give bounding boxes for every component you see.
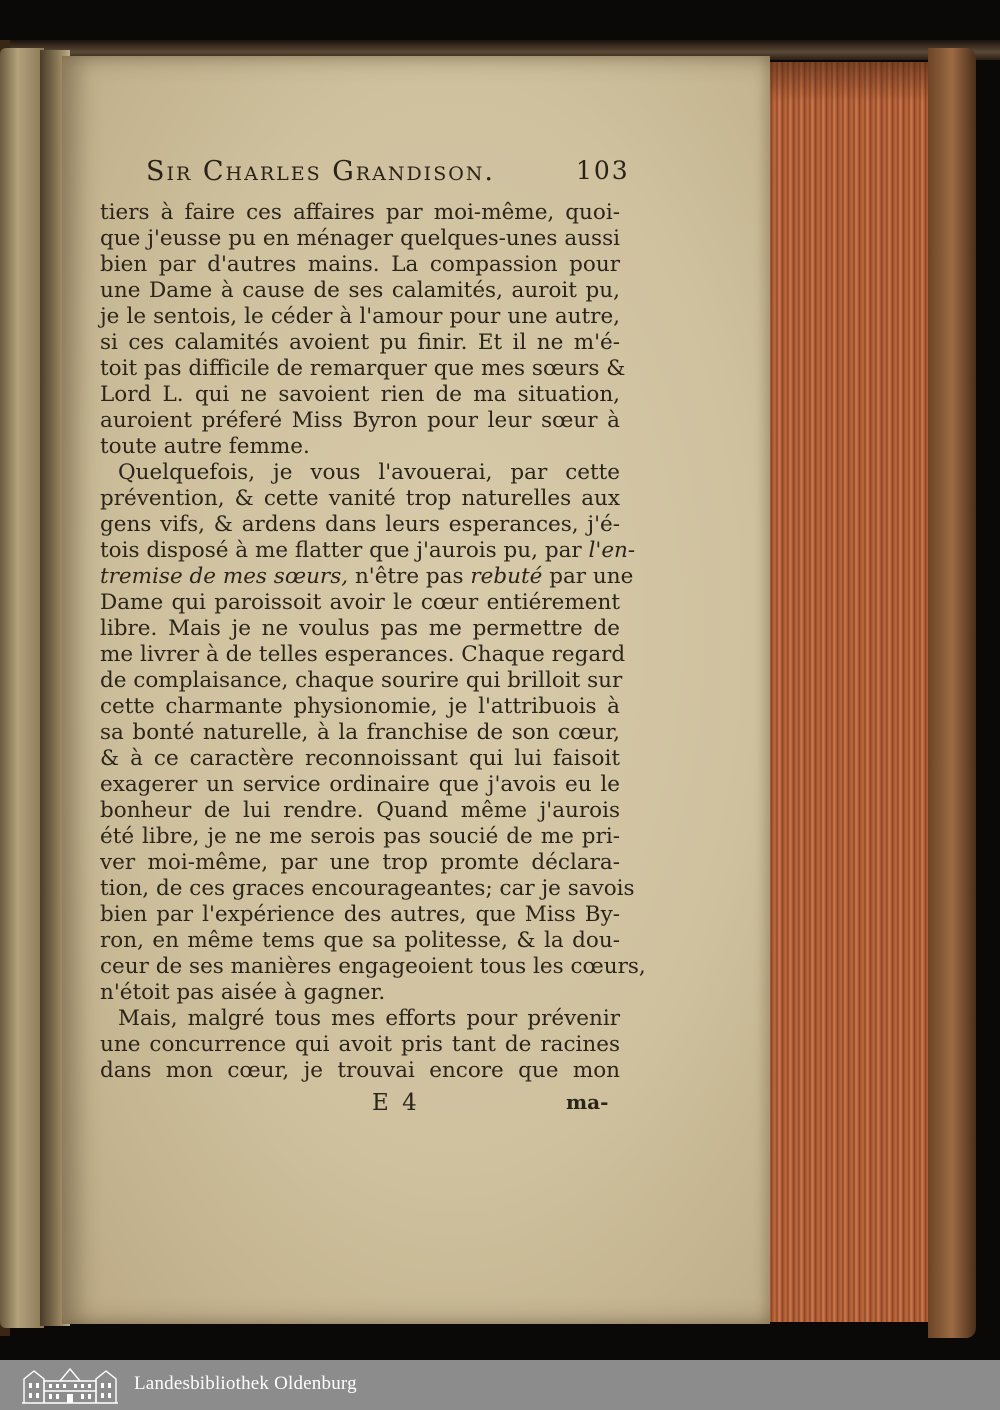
text-segment: n'être pas: [354, 564, 464, 589]
signature-mark: E 4: [372, 1090, 420, 1116]
text-line: de complaisance, chaque sourire qui brilloit sur: [100, 668, 623, 693]
text-line: gens vifs, & ardens dans leurs esperances, j'é-: [100, 512, 620, 537]
italic-entremise: tremise de mes sœurs,: [100, 564, 349, 589]
text-line: je le sentois, le céder à l'amour pour une autre,: [100, 304, 620, 329]
text-line: prévention, & cette vanité trop naturelles aux: [100, 486, 620, 511]
library-footer: [0, 1360, 1000, 1410]
text-line: tion, de ces graces encourageantes; car je savois: [100, 876, 635, 901]
library-building-icon: [20, 1363, 120, 1405]
running-title: Sir Charles Grandison.: [146, 156, 495, 187]
text-line: libre. Mais je ne voulus pas me permettre de: [100, 616, 620, 641]
text-line: & à ce caractère reconnoissant qui lui faisoit: [100, 746, 620, 771]
text-line: bonheur de lui rendre. Quand même j'aurois: [100, 798, 620, 823]
text-line: toit pas difficile de remarquer que mes sœurs &: [100, 356, 626, 381]
facing-page-edge: [0, 48, 44, 1328]
text-line: été libre, je ne me serois pas soucié de me pri-: [100, 824, 620, 849]
text-line: n'étoit pas aisée à gagner.: [100, 980, 386, 1005]
text-line: Quelquefois, je vous l'avouerai, par cette: [118, 460, 620, 485]
text-line: sa bonté naturelle, à la franchise de son cœur,: [100, 720, 620, 745]
text-line: bien par l'expérience des autres, que Miss By-: [100, 902, 620, 927]
text-line: bien par d'autres mains. La compassion pour: [100, 252, 620, 277]
text-line: une concurrence qui avoit pris tant de racines: [100, 1032, 620, 1057]
page-number: 103: [576, 156, 630, 185]
right-cover-edge: [928, 48, 976, 1338]
text-line: ceur de ses manières engageoient tous les cœurs,: [100, 954, 646, 979]
text-line: que j'eusse pu en ménager quelques-unes aussi: [100, 226, 620, 251]
text-line: [100, 538, 636, 564]
text-line: Mais, malgré tous mes efforts pour prévenir: [118, 1006, 620, 1031]
text-line: [100, 564, 634, 590]
text-line: ver moi-même, par une trop promte déclara-: [100, 850, 620, 875]
text-segment: par une: [549, 564, 634, 589]
text-line: dans mon cœur, je trouvai encore que mon: [100, 1058, 620, 1083]
text-line: exagerer un service ordinaire que j'avois eu le: [100, 772, 620, 797]
italic-entremise: l'en-: [588, 538, 636, 563]
text-line: cette charmante physionomie, je l'attribuois à: [100, 694, 620, 719]
text-line: Dame qui paroissoit avoir le cœur entiérement: [100, 590, 620, 615]
text-line: ron, en même tems que sa politesse, & la dou-: [100, 928, 620, 953]
text-line: tiers à faire ces affaires par moi-même, quoi-: [100, 200, 620, 225]
text-segment: tois disposé à me flatter que j'aurois pu, par: [100, 538, 582, 563]
text-line: toute autre femme.: [100, 434, 310, 459]
text-line: me livrer à de telles esperances. Chaque regard: [100, 642, 626, 667]
italic-rebute: rebuté: [470, 564, 543, 589]
text-line: Lord L. qui ne savoient rien de ma situation,: [100, 382, 620, 407]
page-fore-edge: [758, 62, 939, 1322]
library-name: Landesbibliothek Oldenburg: [134, 1373, 357, 1394]
text-line: si ces calamités avoient pu finir. Et il ne m'é-: [100, 330, 620, 355]
text-line: auroient préferé Miss Byron pour leur sœur à: [100, 408, 620, 433]
catchword: ma-: [566, 1090, 609, 1114]
text-line: une Dame à cause de ses calamités, auroit pu,: [100, 278, 620, 303]
